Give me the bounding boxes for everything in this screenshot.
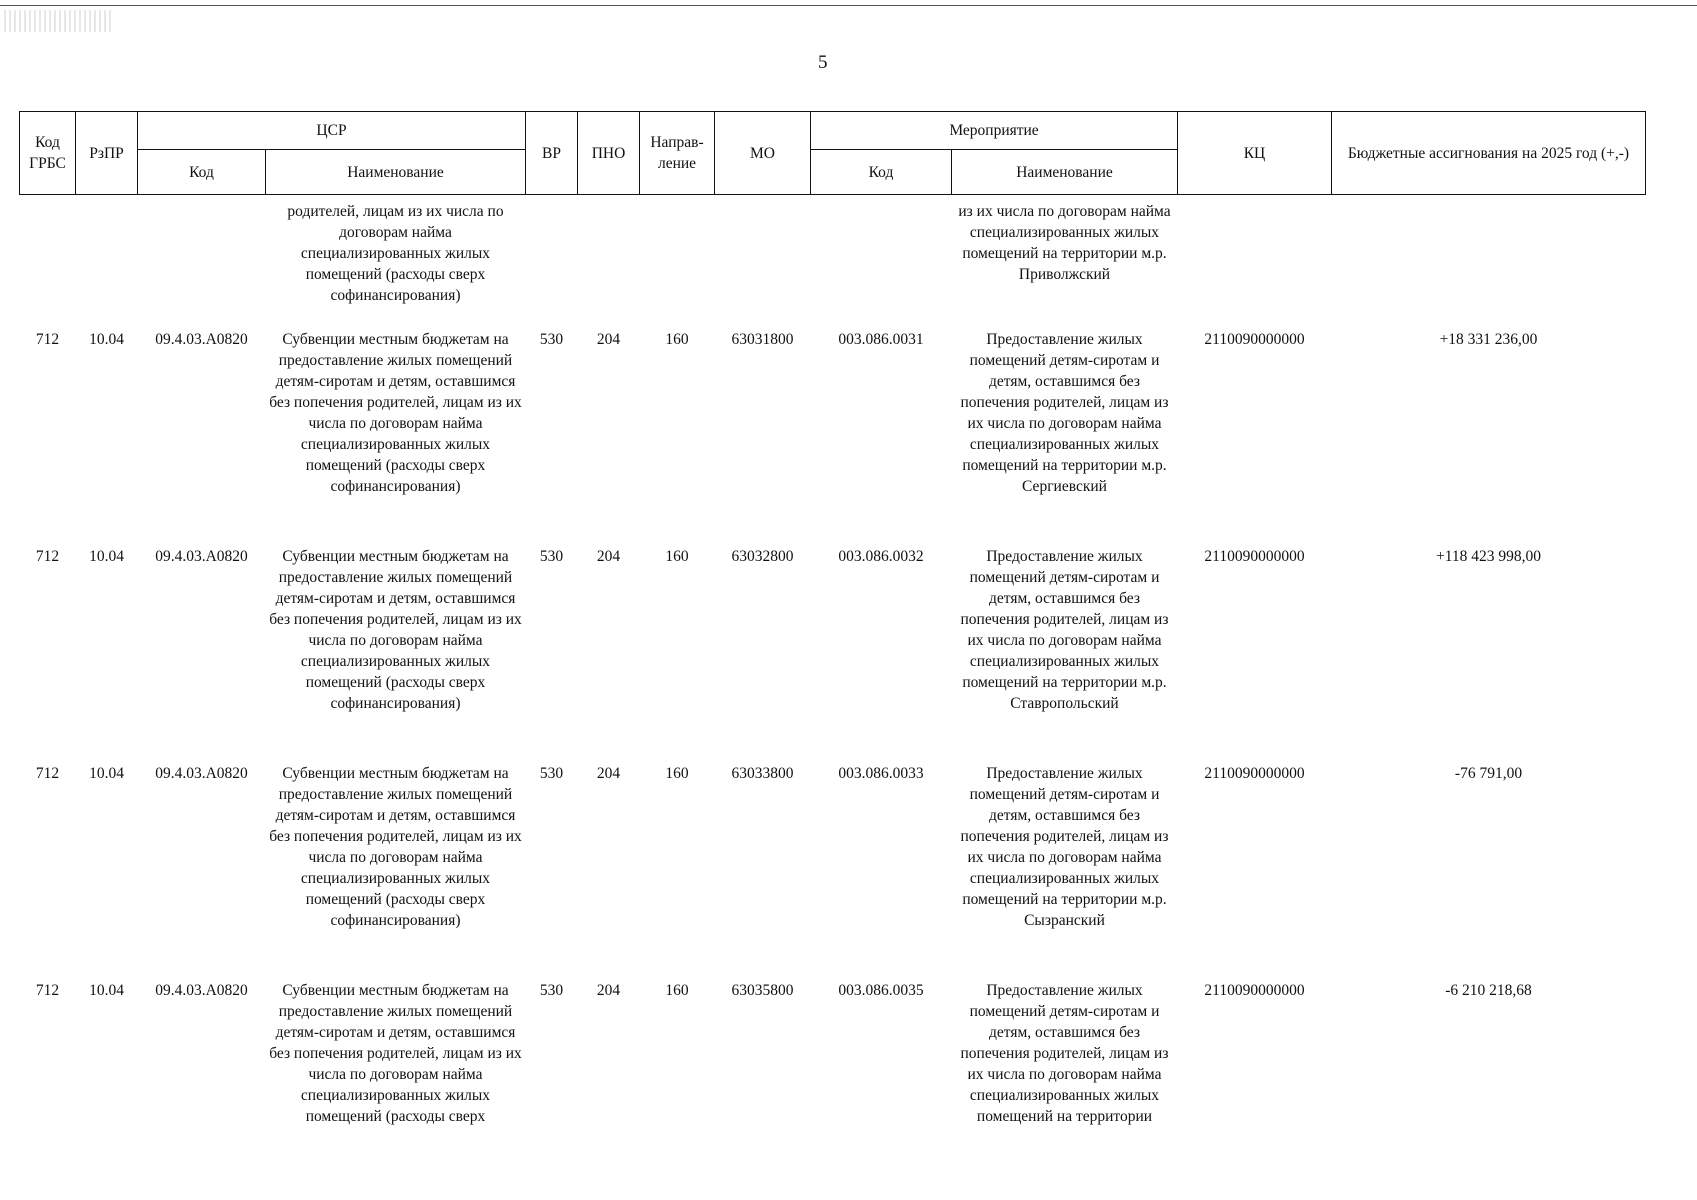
kc-cell: 2110090000000 [1204,765,1305,782]
table-row [20,970,1646,1170]
grbs-cell: 712 [35,548,60,565]
rzpr-cell: 10.04 [89,982,124,999]
page-number: 5 [818,52,828,73]
event-name-cell: Предоставление жилых помещений детям-сиротам и детям, оставшимся без попечения родителей, лицам из их числа по договорам найма специализированных жилых помещений на территории м.р. Ставропольский [960,548,1169,712]
vr-cell: 530 [539,548,564,565]
scan-artifact [4,10,114,32]
header-event-code: Код [811,150,952,195]
csr-code-cell: 09.4.03.А0820 [155,331,248,348]
kc-cell: 2110090000000 [1204,982,1305,999]
event-name-cell: Предоставление жилых помещений детям-сиротам и детям, оставшимся без попечения родителей, лицам из их числа по договорам найма специализированных жилых помещений на территории [960,982,1169,1125]
header-csr: ЦСР [138,112,526,150]
pno-cell: 204 [596,331,621,348]
event-code-cell: 003.086.0033 [838,765,924,782]
vr-cell: 530 [539,765,564,782]
header-pno: ПНО [578,112,640,195]
mo-cell: 63032800 [731,548,794,565]
pno-cell: 204 [596,765,621,782]
mo-cell: 63035800 [731,982,794,999]
table-row [20,753,1646,970]
csr-name-cell: Субвенции местным бюджетам на предоставление жилых помещений детям-сиротам и детям, оставшимся без попечения родителей, лицам из их числа по договорам найма специализированных жилых помещений (расходы сверх [269,982,522,1125]
kc-cell: 2110090000000 [1204,331,1305,348]
amount-cell: +118 423 998,00 [1435,548,1542,565]
table-row-continuation [20,195,1646,320]
header-csr-name: Наименование [266,150,526,195]
pno-cell: 204 [596,982,621,999]
table-row [20,536,1646,753]
header-direction: Направ-ление [640,112,715,195]
kc-cell: 2110090000000 [1204,548,1305,565]
header-event-name: Наименование [952,150,1178,195]
header-event: Мероприятие [811,112,1178,150]
header-rzpr: РзПР [76,112,138,195]
event-name-cell: из их числа по договорам найма специализированных жилых помещений на территории м.р. Приволжский [958,203,1171,283]
direction-cell: 160 [665,765,689,782]
direction-cell: 160 [665,548,689,565]
rzpr-cell: 10.04 [89,765,124,782]
amount-cell: +18 331 236,00 [1439,331,1538,348]
mo-cell: 63033800 [731,765,794,782]
event-code-cell: 003.086.0031 [838,331,924,348]
amount-cell: -6 210 218,68 [1445,982,1532,999]
top-rule [0,5,1697,6]
vr-cell: 530 [539,982,564,999]
csr-name-cell: Субвенции местным бюджетам на предоставление жилых помещений детям-сиротам и детям, оставшимся без попечения родителей, лицам из их числа по договорам найма специализированных жилых помещений (расходы сверх софинансирования) [269,331,522,495]
event-name-cell: Предоставление жилых помещений детям-сиротам и детям, оставшимся без попечения родителей, лицам из их числа по договорам найма специализированных жилых помещений на территории м.р. Сызранский [960,765,1169,929]
event-code-cell: 003.086.0032 [838,548,924,565]
table-row [20,319,1646,536]
vr-cell: 530 [539,331,564,348]
pno-cell: 204 [596,548,621,565]
event-name-cell: Предоставление жилых помещений детям-сиротам и детям, оставшимся без попечения родителей, лицам из их числа по договорам найма специализированных жилых помещений на территории м.р. Сергиевский [960,331,1169,495]
mo-cell: 63031800 [731,331,794,348]
csr-name-cell: Субвенции местным бюджетам на предоставление жилых помещений детям-сиротам и детям, оставшимся без попечения родителей, лицам из их числа по договорам найма специализированных жилых помещений (расходы сверх софинансирования) [269,765,522,929]
direction-cell: 160 [665,331,689,348]
header-mo: МО [715,112,811,195]
csr-name-cell: родителей, лицам из их числа по договорам найма специализированных жилых помещений (расходы сверх софинансирования) [287,203,504,304]
grbs-cell: 712 [35,982,60,999]
direction-cell: 160 [665,982,689,999]
header-csr-code: Код [138,150,266,195]
csr-code-cell: 09.4.03.А0820 [155,765,248,782]
header-grbs: Код ГРБС [20,112,76,195]
rzpr-cell: 10.04 [89,548,124,565]
header-kc: КЦ [1178,112,1332,195]
grbs-cell: 712 [35,765,60,782]
amount-cell: -76 791,00 [1454,765,1523,782]
event-code-cell: 003.086.0035 [838,982,924,999]
budget-table [19,111,1646,1170]
header-assignments: Бюджетные ассигнования на 2025 год (+,-) [1332,112,1646,195]
header-vr: ВР [526,112,578,195]
csr-code-cell: 09.4.03.А0820 [155,982,248,999]
csr-code-cell: 09.4.03.А0820 [155,548,248,565]
table-header [20,112,1646,195]
grbs-cell: 712 [35,331,60,348]
csr-name-cell: Субвенции местным бюджетам на предоставление жилых помещений детям-сиротам и детям, оставшимся без попечения родителей, лицам из их числа по договорам найма специализированных жилых помещений (расходы сверх софинансирования) [269,548,522,712]
rzpr-cell: 10.04 [89,331,124,348]
